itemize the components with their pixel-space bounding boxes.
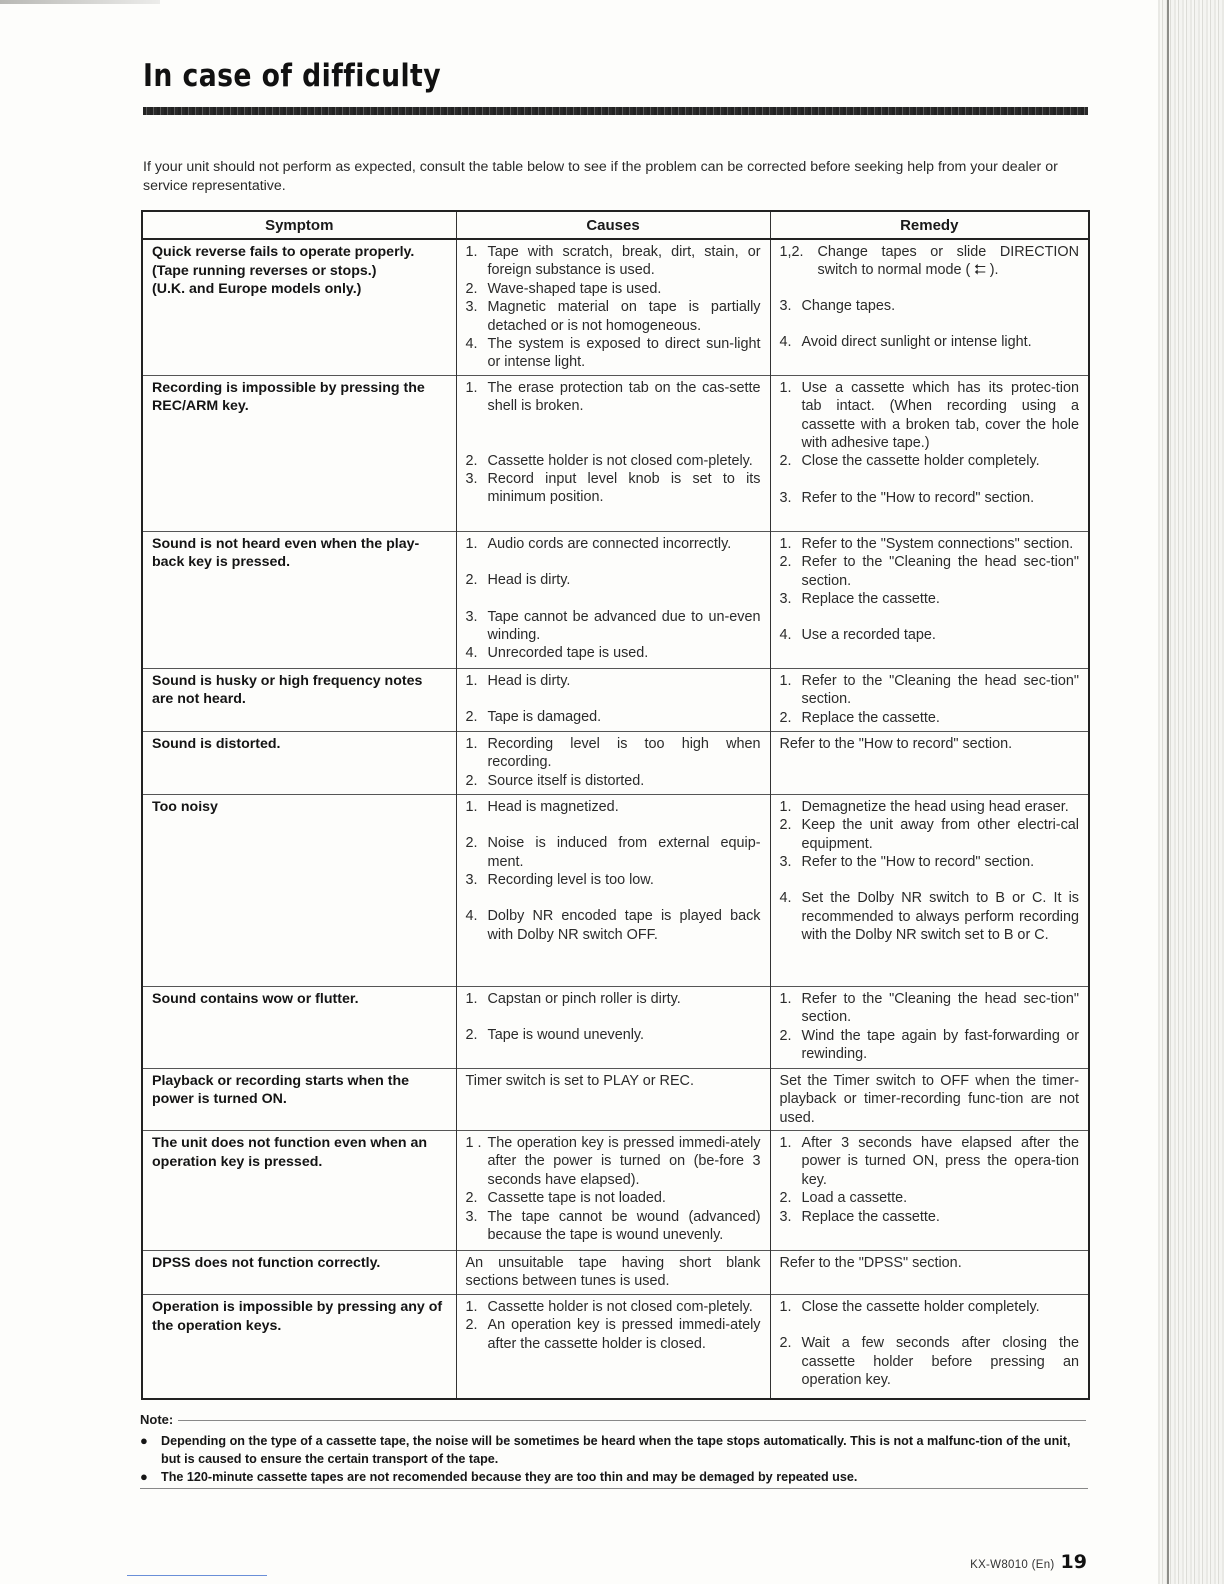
- causes-cell: [456, 375, 770, 531]
- item-number: 1.: [465, 535, 478, 552]
- remedy-list: [780, 243, 1080, 352]
- table-row: [142, 794, 1089, 986]
- symptom-text: (U.K. and Europe models only.): [152, 281, 362, 297]
- table-row: [142, 531, 1089, 668]
- causes-list: [466, 379, 761, 507]
- item-text: Tape with scratch, break, dirt, stain, or foreign substance is used.: [487, 244, 761, 279]
- symptom-cell: [142, 1295, 456, 1399]
- item-number: 2.: [779, 554, 792, 571]
- remedy-cell: [770, 794, 1089, 986]
- symptom-cell: [142, 375, 456, 531]
- item-text: Close the cassette holder completely.: [801, 453, 1040, 470]
- list-item: [466, 1026, 761, 1044]
- page-title: In case of difficulty: [143, 58, 442, 94]
- list-item: [780, 1208, 1080, 1226]
- causes-cell: [456, 1068, 770, 1130]
- note-list: [140, 1432, 1090, 1486]
- item-number: 2.: [779, 1190, 792, 1207]
- causes-cell: [456, 731, 770, 794]
- item-number: 1,2.: [779, 244, 804, 260]
- list-item: [780, 489, 1080, 507]
- list-item: [780, 990, 1080, 1027]
- symptom-cell: [142, 986, 456, 1068]
- item-number: 1.: [465, 1299, 478, 1316]
- remedy-cell: [770, 1068, 1089, 1130]
- symptom-text: Quick reverse fails to operate properly.: [152, 244, 415, 260]
- item-number: 4.: [779, 890, 792, 907]
- item-text: Unrecorded tape is used.: [487, 645, 649, 662]
- table-row: [142, 1251, 1089, 1295]
- list-item: [466, 379, 761, 416]
- item-number: 3.: [779, 297, 792, 314]
- item-text: Cassette holder is not closed com-pletely.: [487, 1299, 753, 1316]
- item-text: Use a recorded tape.: [801, 627, 936, 644]
- item-text: Magnetic material on tape is partially detached or is not homogeneous.: [487, 299, 761, 334]
- list-item: [780, 672, 1080, 709]
- list-item: [466, 1189, 761, 1207]
- list-item: [780, 553, 1080, 590]
- item-text: Cassette holder is not closed com-pletely.: [487, 452, 753, 469]
- list-item: [780, 535, 1080, 553]
- list-item: [780, 452, 1080, 470]
- remedy-list: [780, 535, 1080, 645]
- item-number: 2.: [465, 572, 478, 589]
- list-item: [780, 816, 1080, 853]
- item-number: 4.: [779, 334, 792, 351]
- remedy-cell: [770, 239, 1089, 375]
- item-text: Replace the cassette.: [801, 709, 940, 726]
- list-item: [780, 379, 1080, 453]
- remedy-cell: [770, 986, 1089, 1068]
- causes-text: An unsuitable tape having short blank sections between tunes is used.: [465, 1255, 761, 1290]
- note-bottom-rule: [140, 1488, 1088, 1489]
- list-item: [780, 1189, 1080, 1207]
- symptom-text: Sound is not heard even when the play-back key is pressed.: [152, 535, 420, 571]
- list-item: [466, 452, 761, 470]
- item-number: 3.: [465, 1208, 478, 1225]
- item-number: 1.: [779, 1135, 792, 1152]
- remedy-list: [780, 1134, 1080, 1226]
- item-number: 3.: [465, 872, 478, 889]
- list-item: [466, 1134, 761, 1189]
- item-number: 1.: [465, 798, 478, 815]
- remedy-list: [780, 990, 1080, 1064]
- page-number: 19: [1060, 1551, 1087, 1573]
- causes-cell: [456, 531, 770, 668]
- item-number: 3.: [779, 591, 792, 608]
- item-text: Capstan or pinch roller is dirty.: [487, 990, 681, 1007]
- item-text: Source itself is distorted.: [487, 772, 645, 789]
- list-item: [466, 535, 761, 553]
- item-text: Set the Dolby NR switch to B or C. It is recommended to always perform recording with the Dolby NR switch set to B or C.: [801, 890, 1079, 944]
- item-number: 1.: [465, 672, 478, 689]
- causes-list: [466, 798, 761, 944]
- list-item: [466, 298, 761, 335]
- item-number: 1.: [465, 244, 478, 260]
- item-text: Cassette tape is not loaded.: [487, 1190, 666, 1207]
- remedy-list: [780, 1298, 1080, 1390]
- table-header-row: [142, 211, 1089, 239]
- list-item: [466, 735, 761, 772]
- list-item: [466, 834, 761, 871]
- table-row: [142, 1295, 1089, 1399]
- item-text: Wave-shaped tape is used.: [487, 280, 662, 297]
- item-text: Head is dirty.: [487, 572, 571, 589]
- item-text: Head is magnetized.: [487, 798, 619, 815]
- remedy-cell: [770, 1131, 1089, 1251]
- list-item: [466, 990, 761, 1008]
- list-item: [780, 1134, 1080, 1189]
- remedy-cell: [770, 731, 1089, 794]
- item-text: Record input level knob is set to its minimum position.: [487, 471, 761, 506]
- item-text: An operation key is pressed immedi-ately after the cassette holder is closed.: [487, 1317, 761, 1352]
- item-number: 2.: [465, 709, 478, 726]
- item-text: Replace the cassette.: [801, 591, 940, 608]
- item-text: Refer to the "System connections" section.: [801, 535, 1074, 552]
- item-number: 3.: [465, 299, 478, 316]
- item-number: 1.: [465, 990, 478, 1007]
- list-item: [780, 798, 1080, 816]
- item-text: The system is exposed to direct sun-light or intense light.: [487, 336, 761, 371]
- table-body: [142, 239, 1089, 1399]
- scan-edge-top: [0, 0, 160, 4]
- item-number: 2.: [465, 1317, 478, 1334]
- item-number: 1.: [779, 535, 792, 552]
- symptom-text: Recording is impossible by pressing the REC/ARM key.: [152, 379, 425, 415]
- list-item: [780, 590, 1080, 608]
- item-number: 1 .: [465, 1135, 482, 1152]
- remedy-text: Refer to the "DPSS" section.: [779, 1255, 962, 1272]
- item-text: Tape is damaged.: [487, 709, 602, 726]
- list-item: [466, 335, 761, 372]
- remedy-list: [780, 798, 1080, 945]
- symptom-text: Sound is husky or high frequency notes are not heard.: [152, 672, 423, 708]
- item-text: Noise is induced from external equip-ment.: [487, 835, 761, 870]
- item-number: 2.: [779, 453, 792, 470]
- item-number: 4.: [465, 336, 478, 353]
- item-number: 2.: [779, 817, 792, 834]
- list-item: [466, 1316, 761, 1353]
- item-text: After 3 seconds have elapsed after the power is turned ON, press the opera-tion key.: [801, 1135, 1079, 1188]
- bullet-icon: ●: [140, 1433, 148, 1448]
- symptom-cell: [142, 239, 456, 375]
- list-item: [466, 798, 761, 816]
- causes-cell: [456, 986, 770, 1068]
- item-number: 3.: [779, 1208, 792, 1225]
- header-symptom: Symptom: [142, 211, 456, 239]
- item-number: 3.: [465, 608, 478, 625]
- causes-cell: [456, 1251, 770, 1295]
- table-row: [142, 1068, 1089, 1130]
- item-text: Refer to the "Cleaning the head sec-tion" section.: [801, 672, 1079, 708]
- item-text: Avoid direct sunlight or intense light.: [801, 334, 1032, 351]
- item-number: 1.: [779, 798, 792, 815]
- page-footer: [970, 1551, 1087, 1573]
- causes-cell: [456, 794, 770, 986]
- remedy-list: [780, 672, 1080, 727]
- item-number: 1.: [779, 990, 792, 1007]
- remedy-cell: [770, 1251, 1089, 1295]
- note-item: [140, 1468, 1090, 1486]
- item-text: Use a cassette which has its protec-tion tab intact. (When recording using a cassette with a broken tab, cover the hole with adhesive tape.): [801, 379, 1079, 452]
- symptom-cell: [142, 1251, 456, 1295]
- item-number: 3.: [465, 471, 478, 488]
- item-text: The erase protection tab on the cas-sette shell is broken.: [487, 379, 761, 415]
- causes-list: [466, 990, 761, 1045]
- list-item: [780, 626, 1080, 644]
- causes-list: [466, 1134, 761, 1244]
- item-text: Demagnetize the head using head eraser.: [801, 798, 1069, 815]
- note-text: Depending on the type of a cassette tape, the noise will be sometimes be heard when the tape stops automatically. This is not a malfunc-tion of the unit, but is caused to ensure the certain transport of the tape.: [161, 1434, 1071, 1466]
- item-number: 4.: [465, 645, 478, 662]
- list-item: [780, 297, 1080, 315]
- troubleshooting-table: [141, 210, 1090, 1400]
- item-text: Recording level is too low.: [487, 872, 654, 889]
- remedy-cell: [770, 375, 1089, 531]
- causes-cell: [456, 1295, 770, 1399]
- symptom-text: DPSS does not function correctly.: [152, 1255, 381, 1272]
- symptom-cell: [142, 1131, 456, 1251]
- item-number: 3.: [779, 489, 792, 506]
- item-number: 1.: [465, 379, 478, 396]
- table-row: [142, 239, 1089, 375]
- bullet-icon: ●: [140, 1469, 148, 1484]
- item-text: Close the cassette holder completely.: [801, 1299, 1040, 1316]
- list-item: [466, 470, 761, 507]
- causes-list: [466, 672, 761, 727]
- symptom-text: The unit does not function even when an operation key is pressed.: [152, 1135, 428, 1170]
- item-text: The operation key is pressed immedi-ately after the power is turned on (be-fore 3 seconds have elapsed).: [487, 1135, 761, 1188]
- scan-edge-right: [1158, 0, 1224, 1584]
- item-text: Change tapes.: [801, 297, 896, 314]
- list-item: [466, 280, 761, 298]
- note-rule: [178, 1420, 1086, 1421]
- symptom-text: Too noisy: [152, 798, 218, 815]
- table-row: [142, 986, 1089, 1068]
- table-row: [142, 375, 1089, 531]
- item-text: The tape cannot be wound (advanced) because the tape is wound unevenly.: [487, 1208, 761, 1244]
- list-item: [466, 871, 761, 889]
- item-text: Dolby NR encoded tape is played back with Dolby NR switch OFF.: [487, 908, 761, 943]
- list-item: [780, 1334, 1080, 1389]
- item-text: Refer to the "Cleaning the head sec-tion" section.: [801, 990, 1079, 1026]
- intro-paragraph: If your unit should not perform as expected, consult the table below to see if the problem can be corrected before seeking help from your dealer or service representative.: [143, 159, 1058, 194]
- header-remedy: Remedy: [770, 211, 1089, 239]
- causes-cell: [456, 668, 770, 731]
- remedy-text: Refer to the "How to record" section.: [779, 735, 1013, 752]
- causes-list: [466, 535, 761, 663]
- table-row: [142, 731, 1089, 794]
- symptom-cell: [142, 1068, 456, 1130]
- list-item: [466, 1208, 761, 1245]
- item-text: Replace the cassette.: [801, 1208, 940, 1225]
- symptom-cell: [142, 668, 456, 731]
- list-item: [780, 1298, 1080, 1316]
- causes-list: [466, 1298, 761, 1353]
- item-number: 2.: [465, 280, 478, 297]
- remedy-text: Set the Timer switch to OFF when the timer-playback or timer-recording func-tion are not used.: [779, 1072, 1079, 1126]
- list-item: [466, 571, 761, 589]
- remedy-cell: [770, 531, 1089, 668]
- header-causes: Causes: [456, 211, 770, 239]
- remedy-list: [780, 379, 1080, 507]
- list-item: [780, 709, 1080, 727]
- causes-cell: [456, 239, 770, 375]
- item-text: Recording level is too high when recording.: [487, 735, 761, 771]
- note-label: Note:: [140, 1412, 174, 1427]
- item-text: Load a cassette.: [801, 1190, 908, 1207]
- symptom-text: Operation is impossible by pressing any of the operation keys.: [152, 1299, 443, 1334]
- causes-cell: [456, 1131, 770, 1251]
- symptom-text: Playback or recording starts when the power is turned ON.: [152, 1072, 410, 1108]
- scan-mark: [127, 1575, 267, 1576]
- list-item: [780, 1027, 1080, 1064]
- item-text: Refer to the "How to record" section.: [801, 489, 1035, 506]
- list-item: [466, 907, 761, 944]
- item-number: 2.: [465, 1027, 478, 1044]
- item-text: Change tapes or slide DIRECTION switch to normal mode ( ⮄ ).: [817, 244, 1079, 279]
- symptom-cell: [142, 794, 456, 986]
- item-text: Head is dirty.: [487, 672, 571, 689]
- item-number: 1.: [779, 1299, 792, 1316]
- item-number: 2.: [465, 452, 478, 469]
- list-item: [780, 853, 1080, 871]
- item-text: Refer to the "How to record" section.: [801, 854, 1035, 871]
- causes-list: [466, 243, 761, 372]
- symptom-text: Sound is distorted.: [152, 735, 281, 752]
- item-text: Tape cannot be advanced due to un-even winding.: [487, 608, 761, 644]
- list-item: [780, 333, 1080, 351]
- item-number: 4.: [779, 627, 792, 644]
- list-item: [466, 243, 761, 280]
- item-number: 3.: [779, 854, 792, 871]
- item-number: 1.: [779, 672, 792, 689]
- list-item: [466, 608, 761, 645]
- item-number: 2.: [779, 709, 792, 726]
- causes-list: [466, 735, 761, 790]
- item-text: Audio cords are connected incorrectly.: [487, 535, 732, 552]
- note-item: [140, 1432, 1090, 1468]
- remedy-cell: [770, 1295, 1089, 1399]
- remedy-cell: [770, 668, 1089, 731]
- item-text: Wind the tape again by fast-forwarding or rewinding.: [801, 1027, 1079, 1063]
- model-number: KX-W8010 (En): [970, 1559, 1055, 1571]
- list-item: [780, 889, 1080, 944]
- item-text: Tape is wound unevenly.: [487, 1027, 645, 1044]
- item-text: Refer to the "Cleaning the head sec-tion" section.: [801, 554, 1079, 589]
- item-number: 2.: [779, 1027, 792, 1044]
- symptom-text: Sound contains wow or flutter.: [152, 990, 359, 1007]
- list-item: [466, 708, 761, 726]
- list-item: [466, 1298, 761, 1316]
- item-number: 4.: [465, 908, 478, 925]
- item-text: Keep the unit away from other electri-cal equipment.: [801, 817, 1079, 852]
- causes-text: Timer switch is set to PLAY or REC.: [465, 1072, 694, 1089]
- list-item: [466, 644, 761, 662]
- symptom-cell: [142, 731, 456, 794]
- table-row: [142, 1131, 1089, 1251]
- table-row: [142, 668, 1089, 731]
- item-number: 2.: [465, 1190, 478, 1207]
- item-number: 2.: [465, 772, 478, 789]
- symptom-text: (Tape running reverses or stops.): [152, 262, 377, 279]
- list-item: [780, 243, 1080, 280]
- list-item: [466, 672, 761, 690]
- item-number: 1.: [779, 379, 792, 396]
- symptom-cell: [142, 531, 456, 668]
- list-item: [466, 772, 761, 790]
- item-number: 2.: [465, 835, 478, 852]
- note-text: The 120-minute cassette tapes are not recomended because they are too thin and may be demaged by repeated use.: [161, 1470, 858, 1484]
- title-rule: [143, 107, 1088, 115]
- item-text: Wait a few seconds after closing the cassette holder before pressing an operation key.: [801, 1335, 1079, 1389]
- item-number: 2.: [779, 1335, 792, 1352]
- item-number: 1.: [465, 735, 478, 752]
